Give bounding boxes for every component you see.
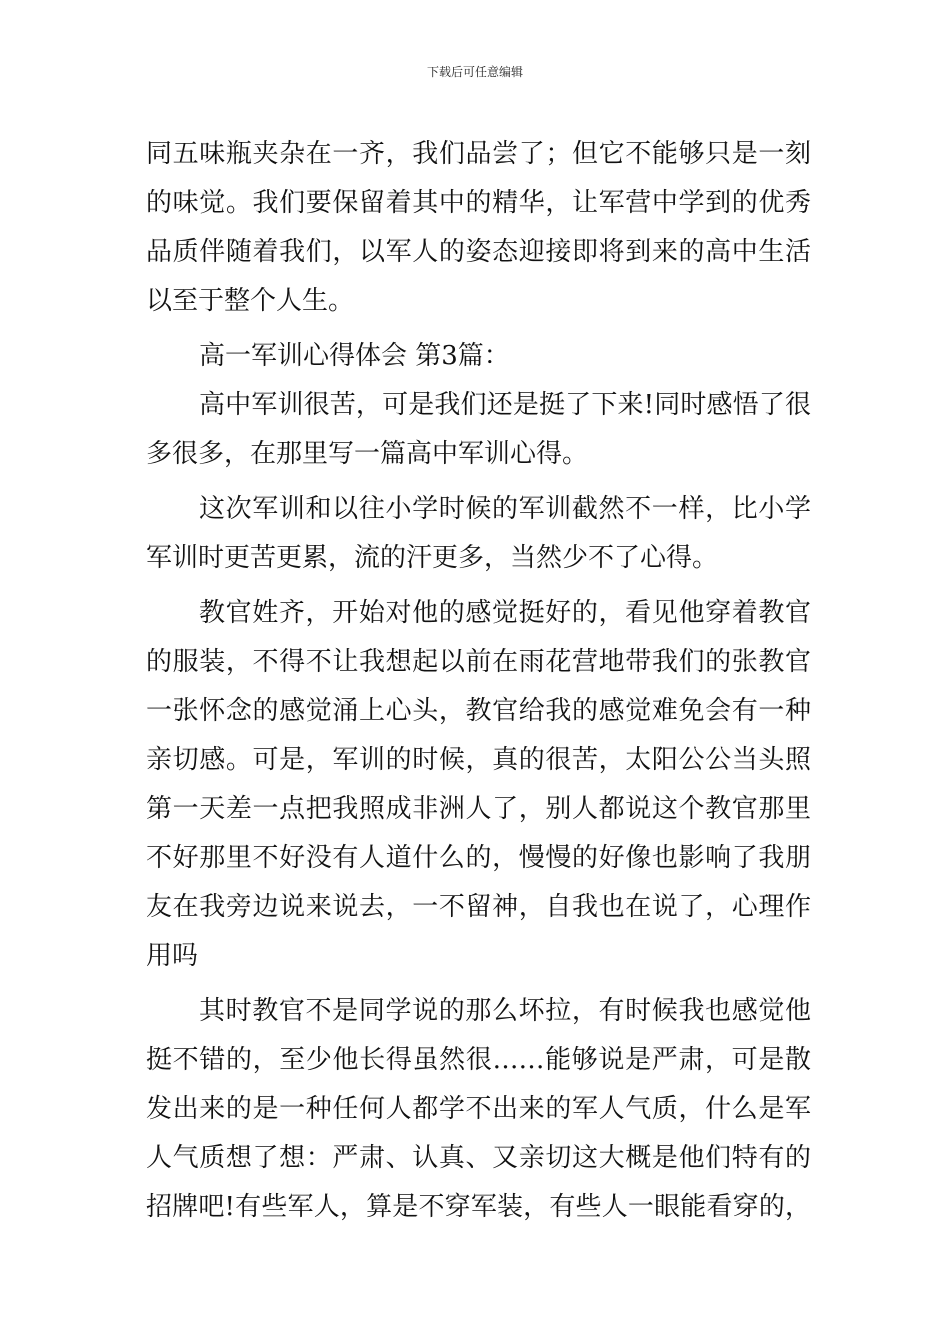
text-line: 一张怀念的感觉涌上心头，教官给我的感觉难免会有一种 xyxy=(146,696,811,726)
text-line: 不好那里不好没有人道什么的，慢慢的好像也影响了我朋 xyxy=(146,843,811,873)
text-line: 以至于整个人生。 xyxy=(146,286,355,316)
text-line: 的味觉。我们要保留着其中的精华，让军营中学到的优秀 xyxy=(146,188,811,218)
document-body xyxy=(146,130,811,1232)
text-line: 军训时更苦更累，流的汗更多，当然少不了心得。 xyxy=(146,543,719,573)
text-line: 用吗 xyxy=(146,941,199,971)
text-line: 第一天差一点把我照成非洲人了，别人都说这个教官那里 xyxy=(146,794,811,824)
text-line: 同五味瓶夹杂在一齐，我们品尝了；但它不能够只是一刻 xyxy=(146,139,811,169)
text-line: 招牌吧!有些军人，算是不穿军装，有些人一眼能看穿的， xyxy=(146,1192,811,1222)
paragraph-2 xyxy=(146,381,811,479)
paragraph-3 xyxy=(146,485,811,583)
text-line: 发出来的是一种任何人都学不出来的军人气质，什么是军 xyxy=(146,1094,811,1124)
text-line: 高中军训很苦，可是我们还是挺了下来!同时感悟了很 xyxy=(199,390,811,420)
text-line: 其时教官不是同学说的那么坏拉，有时候我也感觉他 xyxy=(199,996,811,1026)
section-heading xyxy=(146,332,811,381)
section-title: 高一军训心得体会 第3篇： xyxy=(199,341,510,371)
paragraph-4 xyxy=(146,589,811,981)
text-line: 多很多，在那里写一篇高中军训心得。 xyxy=(146,439,589,469)
text-line: 人气质想了想：严肃、认真、又亲切这大概是他们特有的 xyxy=(146,1143,811,1173)
text-line: 友在我旁边说来说去，一不留神，自我也在说了，心理作 xyxy=(146,892,811,922)
paragraph-1 xyxy=(146,130,811,326)
text-line: 的服装，不得不让我想起以前在雨花营地带我们的张教官 xyxy=(146,647,811,677)
text-line: 亲切感。可是，军训的时候，真的很苦，太阳公公当头照 xyxy=(146,745,811,775)
text-line: 这次军训和以往小学时候的军训截然不一样，比小学 xyxy=(199,494,811,524)
page-header-note: 下载后可任意编辑 xyxy=(426,65,523,79)
paragraph-5 xyxy=(146,987,811,1232)
text-line: 挺不错的，至少他长得虽然很……能够说是严肃，可是散 xyxy=(146,1045,811,1075)
text-line: 教官姓齐，开始对他的感觉挺好的，看见他穿着教官 xyxy=(199,598,811,628)
text-line: 品质伴随着我们，以军人的姿态迎接即将到来的高中生活 xyxy=(146,237,811,267)
